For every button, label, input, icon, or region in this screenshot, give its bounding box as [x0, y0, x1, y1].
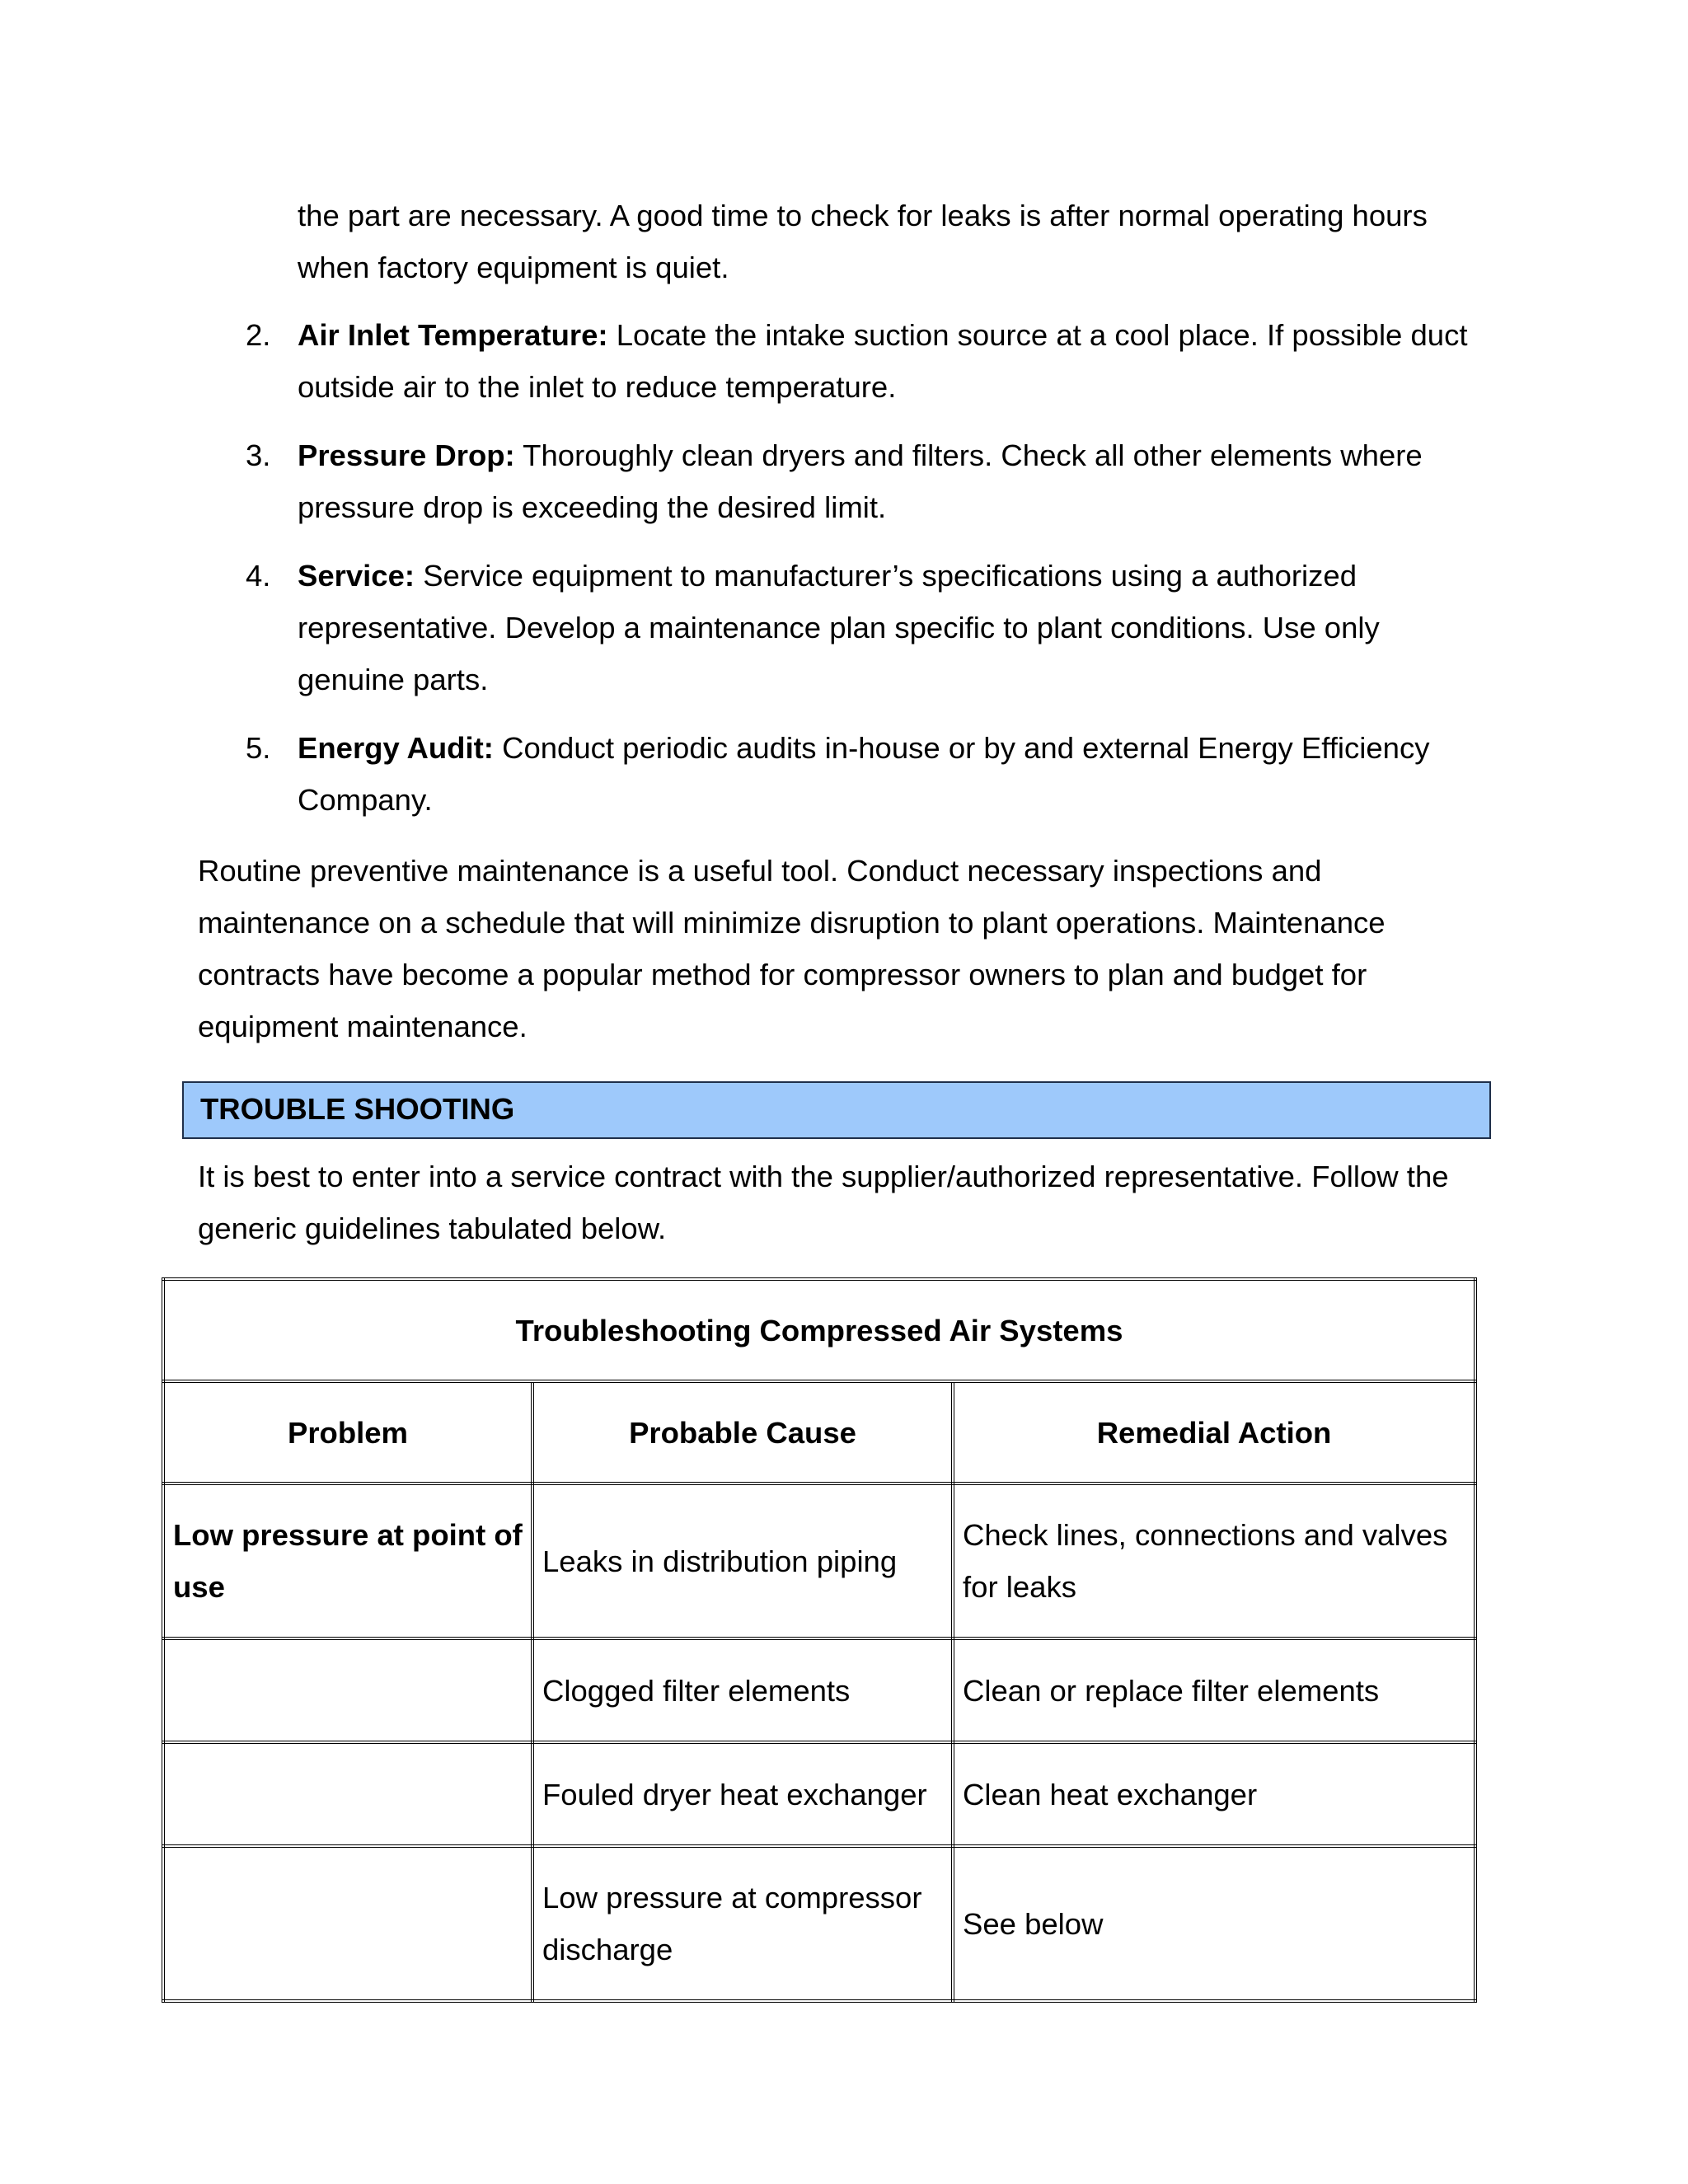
- table-row: [163, 1638, 1475, 1742]
- cause-cell: Clogged filter elements: [532, 1638, 953, 1742]
- list-label: Pressure Drop:: [298, 438, 515, 472]
- list-body: Conduct periodic audits in-house or by and external Energy Efficiency Company.: [298, 731, 1430, 817]
- list-text: [298, 309, 1484, 413]
- table-title: Troubleshooting Compressed Air Systems: [163, 1279, 1475, 1381]
- table-header-row: [163, 1381, 1475, 1483]
- list-text: [298, 722, 1484, 826]
- list-body: Locate the intake suction source at a cool place. If possible duct outside air to the inlet to reduce temperature.: [298, 318, 1468, 404]
- intro-paragraph: It is best to enter into a service contract with the supplier/authorized representative. Follow the generic guidelines tabulated below.: [198, 1160, 1449, 1245]
- list-number: 3.: [246, 438, 271, 472]
- table-row: [163, 1483, 1475, 1638]
- problem-cell: [163, 1846, 532, 2001]
- list-number: 4.: [246, 559, 271, 593]
- table-title-row: [163, 1279, 1475, 1381]
- table-row: [163, 1846, 1475, 2001]
- troubleshooting-table: [162, 1277, 1477, 2003]
- action-cell: Check lines, connections and valves for leaks: [953, 1483, 1475, 1638]
- section-heading-bar: [182, 1081, 1491, 1139]
- list-body: Service equipment to manufacturer’s specifications using a authorized representative. Develop a maintenance plan specific to plant conditions. Use only genuine parts.: [298, 559, 1380, 696]
- list-body: Thoroughly clean dryers and filters. Check all other elements where pressure drop is exceeding the desired limit.: [298, 438, 1423, 524]
- cause-cell: Leaks in distribution piping: [532, 1483, 953, 1638]
- list-text: [298, 429, 1484, 533]
- list-label: Air Inlet Temperature:: [298, 318, 608, 352]
- list-label: Energy Audit:: [298, 731, 494, 765]
- problem-cell: Low pressure at point of use: [163, 1483, 532, 1638]
- cause-cell: Low pressure at compressor discharge: [532, 1846, 953, 2001]
- continuation-paragraph: the part are necessary. A good time to check for leaks is after normal operating hours when factory equipment is quiet.: [298, 199, 1428, 284]
- column-header-action: Remedial Action: [953, 1381, 1475, 1483]
- problem-cell: [163, 1638, 532, 1742]
- action-cell: Clean or replace filter elements: [953, 1638, 1475, 1742]
- routine-paragraph: Routine preventive maintenance is a useful tool. Conduct necessary inspections and maintenance on a schedule that will minimize disruption to plant operations. Maintenance contracts have become a popular method for compressor owners to plan and budget for equipment maintenance.: [198, 854, 1386, 1043]
- list-text: [298, 550, 1484, 705]
- list-number: 2.: [246, 318, 271, 352]
- list-label: Service:: [298, 559, 415, 593]
- action-cell: See below: [953, 1846, 1475, 2001]
- cause-cell: Fouled dryer heat exchanger: [532, 1742, 953, 1846]
- problem-cell: [163, 1742, 532, 1846]
- action-cell: Clean heat exchanger: [953, 1742, 1475, 1846]
- column-header-cause: Probable Cause: [532, 1381, 953, 1483]
- table-row: [163, 1742, 1475, 1846]
- list-number: 5.: [246, 731, 271, 765]
- section-heading: TROUBLE SHOOTING: [200, 1092, 515, 1126]
- column-header-problem: Problem: [163, 1381, 532, 1483]
